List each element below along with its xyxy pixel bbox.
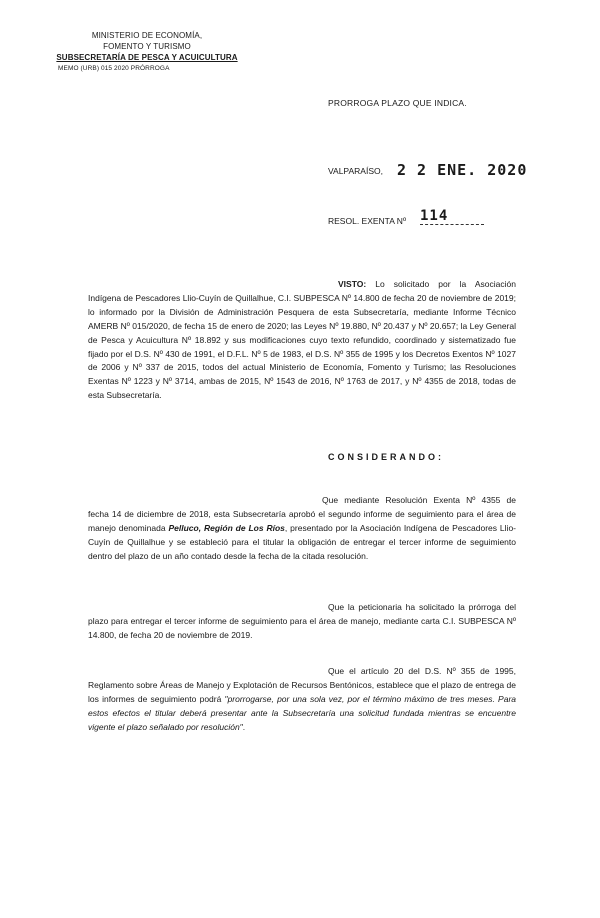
p1-text-a: Que mediante Resolución Exenta Nº 4355 de fecha 14 de diciembre de 2018, esta Subsecretaría aprobó el segundo informe de seguimiento para el área de manejo denominada (88, 495, 516, 533)
letterhead (52, 30, 242, 74)
considerando-paragraph-3 (88, 665, 516, 735)
p3-quote: "prorrogarse, por una sola vez, por el término máximo de tres meses. Para estos efectos el titular deberá presentar ante la Subsecretaría una solicitud fundada mientras se encuentre vigente el plazo señalado por resolución" (88, 693, 517, 732)
considerando-paragraph-1 (88, 494, 516, 564)
p1-area-name: Pelluco, Región de Los Ríos (168, 522, 285, 533)
date-line (328, 160, 527, 178)
resolution-number: 114 (420, 208, 449, 224)
undersecretariat-name: SUBSECRETARÍA DE PESCA Y ACUICULTURA (56, 53, 238, 62)
p3-text-a: Que el artículo 20 del D.S. Nº 355 de 1995, Reglamento sobre Áreas de Manejo y Explotación de Recursos Bentónicos, establece que el plazo de entrega de los informes de seguimiento podrá (88, 666, 516, 704)
memo-reference: MEMO (URB) 015 2020 PRÓRROGA (58, 65, 170, 72)
p1-text-c: , presentado por la Asociación Indígena de Pescadores Llio-Cuyín de Quillalhue y se estableció para el titular la obligación de entregar el tercer informe de seguimiento dentro del plazo de un año contado desde la fecha de la citada resolución. (88, 522, 516, 561)
visto-label: VISTO: (338, 279, 367, 289)
visto-text: Lo solicitado por la Asociación Indígena de Pescadores Llio-Cuyín de Quillalhue, C.I. SUBPESCA Nº 14.800 de fecha 20 de noviembre de 2019; lo informado por la División de Administración Pesquera de esta Subsecretaría, mediante Informe Técnico AMERB Nº 015/2020, de fecha 15 de enero de 2020; las Leyes Nº 19.880, Nº 20.437 y Nº 20.657; la Ley General de Pesca y Acuicultura Nº 18.892 y sus modificaciones cuyo texto refundido, coordinado y sistematizado fue fijado por el D.S. Nº 430 de 1991, el D.F.L. Nº 5 de 1983, el D.S. Nº 355 de 1995 y los Decretos Exentos Nº 1027 de 2006 y Nº 337 de 2015, todos del actual Ministerio de Economía, Fomento y Turismo; las Resoluciones Exentas Nº 1223 y Nº 3714, ambas de 2015, Nº 1543 de 2016, Nº 1763 de 2017, y Nº 4355 de 2018, todas de esta Subsecretaría. (88, 279, 516, 401)
ministry-name: MINISTERIO DE ECONOMÍA, (91, 31, 203, 40)
visto-paragraph (88, 278, 516, 403)
ministry-subname: FOMENTO Y TURISMO (103, 42, 191, 51)
date-stamp: 2 2 ENE. 2020 (396, 161, 528, 179)
p2-text: Que la peticionaria ha solicitado la prórroga del plazo para entregar el tercer informe de seguimiento para el área de manejo, mediante carta C.I. SUBPESCA Nº 14.800, de fecha 20 de noviembre de 2019. (88, 602, 516, 640)
considerando-heading: CONSIDERANDO: (328, 452, 445, 462)
resolution-number-line (328, 208, 449, 226)
p3-text-c: . (242, 721, 246, 732)
resolution-label: RESOL. EXENTA Nº (328, 216, 407, 226)
considerando-paragraph-2 (88, 601, 516, 643)
document-subject: PRORROGA PLAZO QUE INDICA. (328, 98, 467, 108)
date-place: VALPARAÍSO, (328, 166, 383, 176)
resolution-underline (420, 224, 484, 225)
